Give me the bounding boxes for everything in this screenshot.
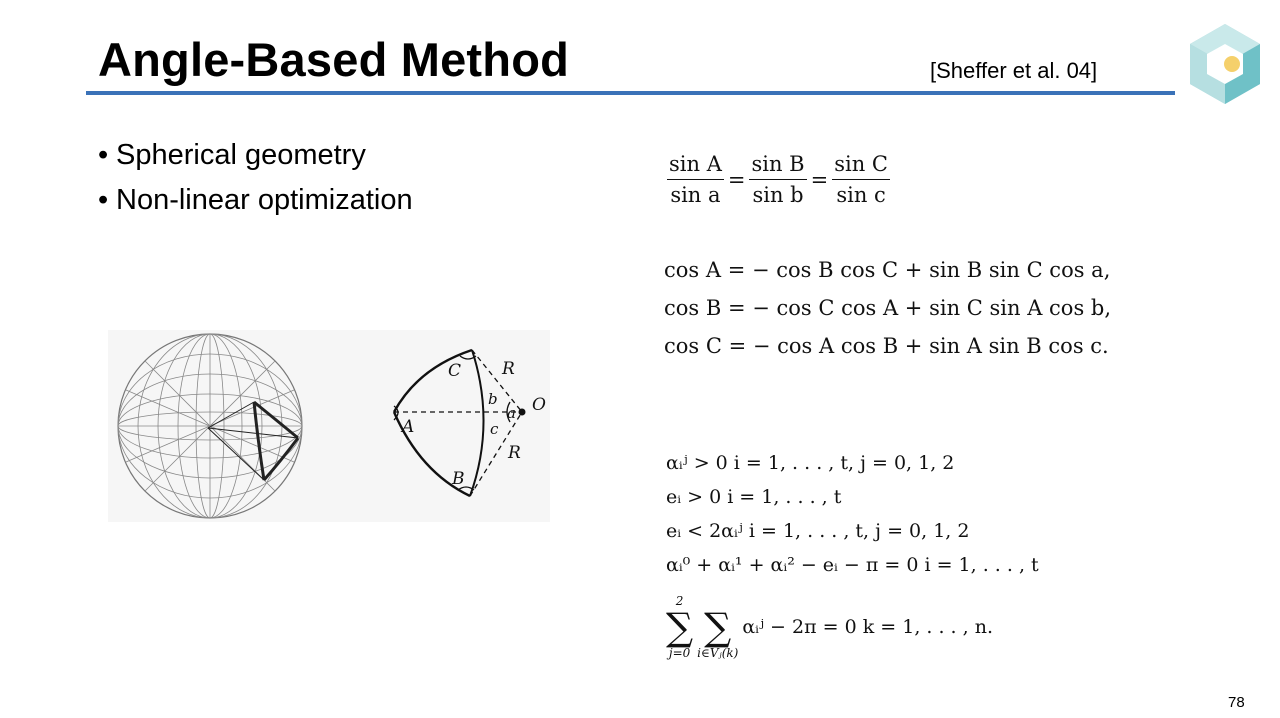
outer-sum	[666, 594, 693, 660]
label-O: O	[532, 395, 546, 415]
constraint-line: αᵢʲ > 0 i = 1, . . . , t, j = 0, 1, 2	[666, 452, 955, 474]
sine-law-equation: $\frac{\text{sin A}}{\text{sin a}}$ = $\frac{\text{sin B}}{\text{sin b}}$ = $\frac{\text{sin C}}{\text{sin c}}$	[669, 152, 888, 207]
bullet-dot-icon: •	[98, 139, 109, 171]
frac-numerator: sin A	[667, 152, 724, 180]
wireframe-sphere-icon	[118, 334, 302, 518]
slide-title: Angle-Based Method	[98, 33, 570, 86]
frac-denominator: sin c	[836, 183, 886, 207]
frac-denominator: sin b	[752, 183, 804, 207]
sum-lower-limit: i∈Vⱼ(k)	[697, 646, 739, 660]
bullet-item	[98, 181, 413, 226]
cosine-law-c: cos C = − cos A cos B + sin A sin B cos c.	[664, 334, 1109, 358]
sum-lower-limit: j=0	[668, 646, 691, 660]
cube-logo-icon	[1186, 22, 1264, 106]
bullet-list	[98, 136, 413, 226]
label-B: B	[452, 469, 465, 489]
bullet-item	[98, 136, 413, 181]
frac-numerator: sin C	[832, 152, 890, 180]
label-b: b	[488, 390, 498, 408]
label-C: C	[448, 361, 462, 381]
page-number: 78	[1228, 694, 1245, 711]
label-a: a	[507, 404, 516, 422]
cosine-law-a: cos A = − cos B cos C + sin B sin C cos a,	[664, 258, 1111, 282]
summation-constraint	[666, 594, 1039, 660]
frac-numerator: sin B	[749, 152, 806, 180]
constraint-line: αᵢ⁰ + αᵢ¹ + αᵢ² − eᵢ − π = 0 i = 1, . . . , t	[666, 554, 1039, 576]
bullet-text: Spherical geometry	[116, 139, 366, 171]
bullet-text: Non-linear optimization	[116, 184, 413, 216]
sigma-icon: ∑	[666, 605, 694, 649]
constraints-block	[666, 452, 1039, 660]
spherical-triangle-figure	[108, 330, 550, 522]
constraint-line: eᵢ > 0 i = 1, . . . , t	[666, 486, 842, 508]
title-underline	[86, 91, 1175, 95]
label-c: c	[490, 420, 499, 438]
inner-sum	[697, 594, 738, 660]
label-A: A	[402, 417, 415, 437]
citation: [Sheffer et al. 04]	[930, 58, 1098, 83]
sigma-icon: ∑	[704, 605, 732, 649]
constraint-line: eᵢ < 2αᵢʲ i = 1, . . . , t, j = 0, 1, 2	[666, 520, 970, 542]
sum-upper-limit: 2	[675, 594, 684, 608]
frac-denominator: sin a	[670, 183, 721, 207]
bullet-dot-icon: •	[98, 184, 109, 216]
label-R-top: R	[502, 359, 515, 379]
label-R-bottom: R	[508, 443, 521, 463]
sum-body: αᵢʲ − 2π = 0 k = 1, . . . , n.	[742, 616, 993, 638]
cosine-law-b: cos B = − cos C cos A + sin C sin A cos b,	[664, 296, 1112, 320]
